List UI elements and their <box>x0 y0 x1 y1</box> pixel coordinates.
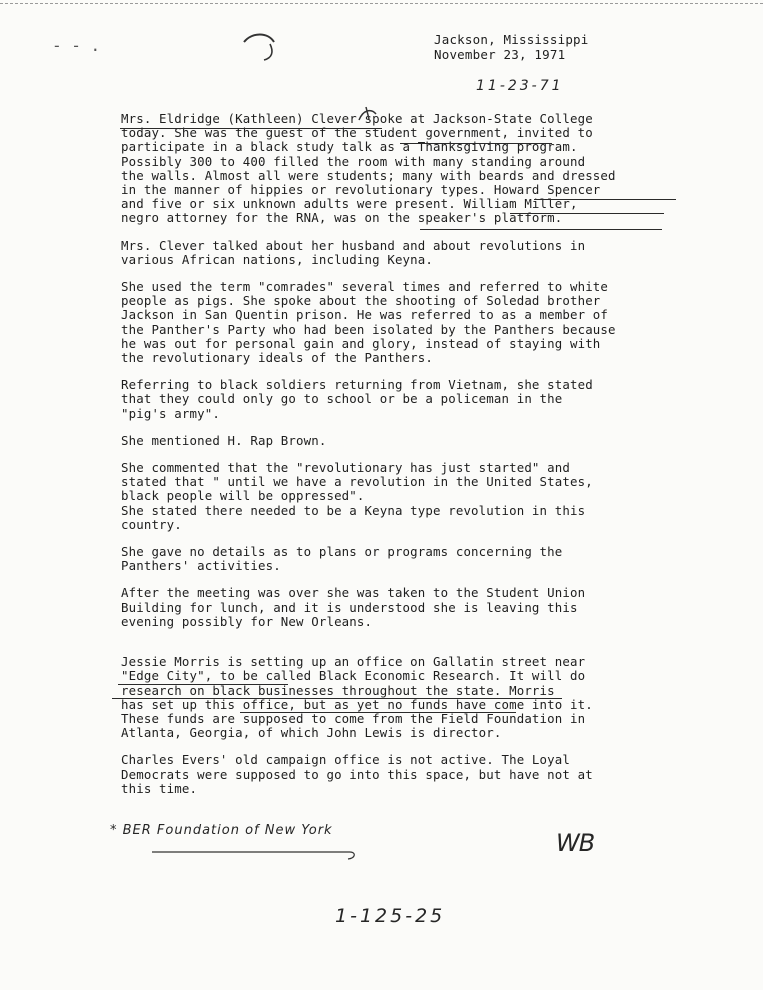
handwritten-note: * BER Foundation of New York <box>110 823 333 838</box>
correction-mark <box>356 104 380 124</box>
letter-header <box>434 32 589 62</box>
file-number: 1-125-25 <box>335 905 446 927</box>
underline-student-government <box>400 143 552 144</box>
date-line: November 23, 1971 <box>434 47 566 62</box>
margin-mark: - - . <box>52 36 101 55</box>
paragraph-revolution-started: She commented that the "revolutionary has just started" and stated that " until we have a revolution in the United States, black people will be oppressed". She stated there needed to be a Keyna type revolution in this country. <box>121 460 593 532</box>
paragraph-no-details: She gave no details as to plans or programs concerning the Panthers' activities. <box>121 544 563 574</box>
paragraph-comrades: She used the term "comrades" several times and referred to white people as pigs. She spoke about the shooting of Soledad brother Jackson in San Quentin prison. He was referred to as a member of the Panther's Party who had been isolated by the Panthers because he was out for personal gain and glory, instead of staying with the revolutionary ideals of the Panthers. <box>121 279 616 366</box>
scribble-mark <box>238 30 288 64</box>
handwritten-date: 11-23-71 <box>476 78 564 94</box>
underline-clever <box>120 128 382 129</box>
underline-speakers-platform <box>420 229 662 230</box>
paragraph-revolutions: Mrs. Clever talked about her husband and about revolutions in various African nations, including Keyna. <box>121 237 586 267</box>
paragraph-rap-brown: She mentioned H. Rap Brown. <box>121 432 327 448</box>
paragraph-vietnam: Referring to black soldiers returning from Vietnam, she stated that they could only go to school or be a policeman in the "pig's army". <box>121 377 593 421</box>
underline-william-miller <box>510 213 664 214</box>
note-underline <box>150 840 370 862</box>
handwritten-initials: WB <box>556 829 595 857</box>
top-border <box>0 3 763 4</box>
paragraph-clever-speech: Mrs. Eldridge (Kathleen) Clever spoke at Jackson-State College today. She was the guest of the student government, invited to participate in a black study talk as a Thanksgiving program. Possibly 300 to 400 filled the room with many standing around the walls. Almost all were students; many with beards and dressed in the manner of hippies or revolutionary types. Howard Spencer and five or six unknown adults were present. William Miller, negro attorney for the RNA, was on the speaker's platform. <box>121 111 616 226</box>
paragraph-after-meeting: After the meeting was over she was taken to the Student Union Building for lunch, and it is understood she is leaving this evening possibly for New Orleans. <box>121 585 586 629</box>
underline-black-businesses <box>240 712 516 713</box>
paragraph-charles-evers: Charles Evers' old campaign office is not active. The Loyal Democrats were supposed to go into this space, but have not at this time. <box>121 752 593 796</box>
paragraph-jessie-morris: Jessie Morris is setting up an office on Gallatin street near "Edge City", to be called Black Economic Research. It will do research on black businesses throughout the state. Morris has set up this office, but as yet no funds have come into it. These funds are supposed to come from the Field Foundation in Atlanta, Georgia, of which John Lewis is director. <box>121 654 593 741</box>
location-line: Jackson, Mississippi <box>434 32 589 47</box>
report-body <box>121 112 721 809</box>
underline-howard-spencer <box>534 199 676 200</box>
underline-jessie-morris <box>118 684 288 685</box>
underline-edge-city <box>112 698 562 699</box>
